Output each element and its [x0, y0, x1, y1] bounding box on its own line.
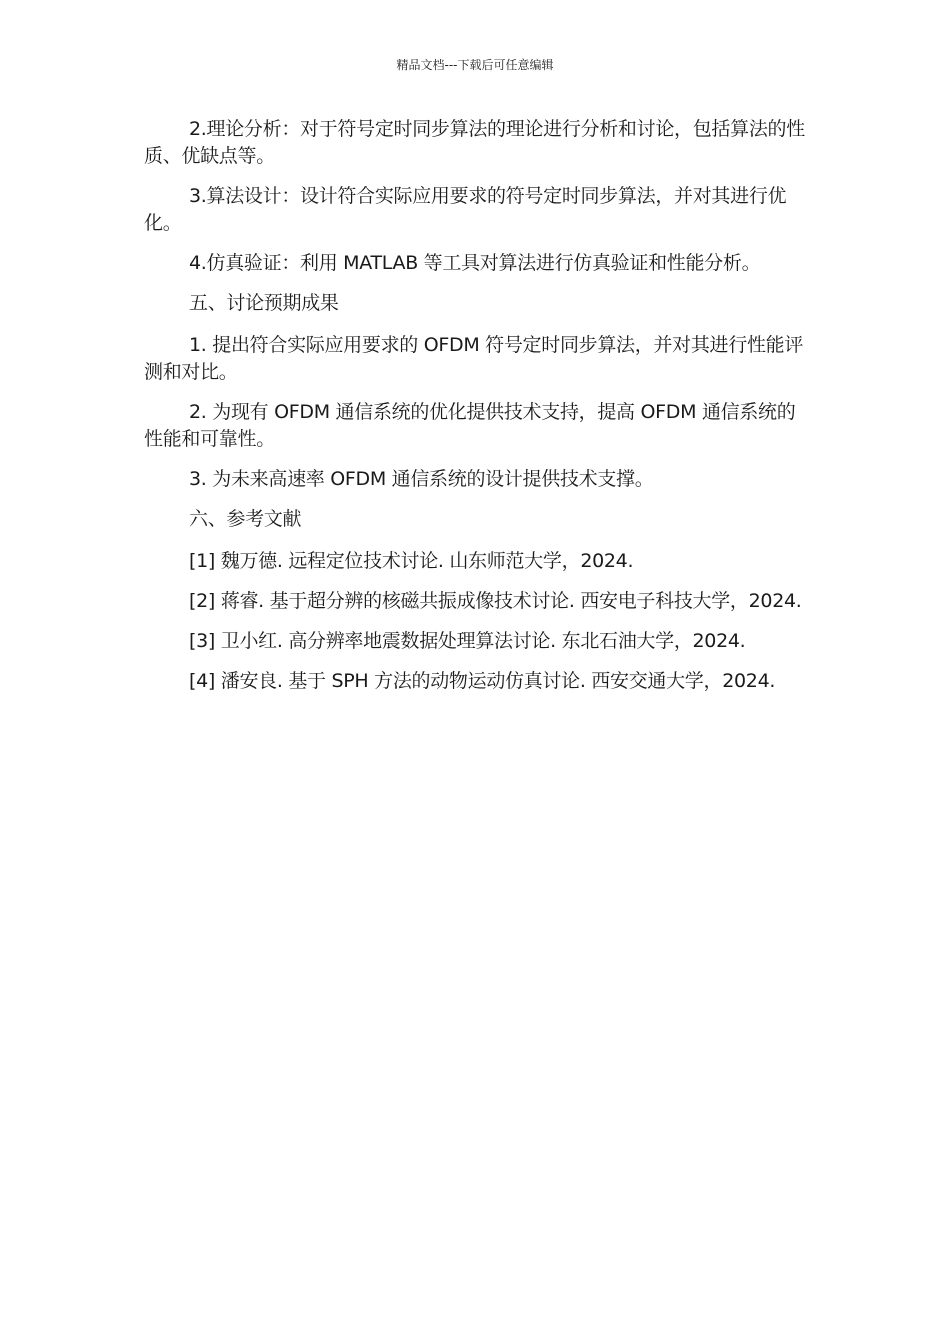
document-body [144, 116, 814, 708]
paragraph-result-1: 1. 提出符合实际应用要求的 OFDM 符号定时同步算法，并对其进行性能评测和对比。 [144, 334, 804, 383]
section-heading-expected-results: 五、讨论预期成果 [189, 292, 339, 314]
reference-item-3: [3] 卫小红. 高分辨率地震数据处理算法讨论. 东北石油大学，2024. [189, 630, 746, 652]
paragraph-algorithm-design: 3.算法设计：设计符合实际应用要求的符号定时同步算法，并对其进行优化。 [144, 185, 787, 234]
paragraph-theory-analysis: 2.理论分析：对于符号定时同步算法的理论进行分析和讨论，包括算法的性质、优缺点等。 [144, 118, 805, 167]
reference-item-4: [4] 潘安良. 基于 SPH 方法的动物运动仿真讨论. 西安交通大学，2024. [189, 670, 776, 692]
paragraph-result-3: 3. 为未来高速率 OFDM 通信系统的设计提供技术支撑。 [189, 468, 654, 490]
section-heading-references: 六、参考文献 [189, 508, 302, 530]
paragraph-result-2: 2. 为现有 OFDM 通信系统的优化提供技术支持，提高 OFDM 通信系统的性能和可靠性。 [144, 401, 796, 450]
page-header: 精品文档---下载后可任意编辑 [396, 58, 554, 72]
reference-item-1: [1] 魏万德. 远程定位技术讨论. 山东师范大学，2024. [189, 550, 634, 572]
paragraph-simulation-verification: 4.仿真验证：利用 MATLAB 等工具对算法进行仿真验证和性能分析。 [189, 252, 761, 274]
reference-item-2: [2] 蒋睿. 基于超分辨的核磁共振成像技术讨论. 西安电子科技大学，2024. [189, 590, 802, 612]
